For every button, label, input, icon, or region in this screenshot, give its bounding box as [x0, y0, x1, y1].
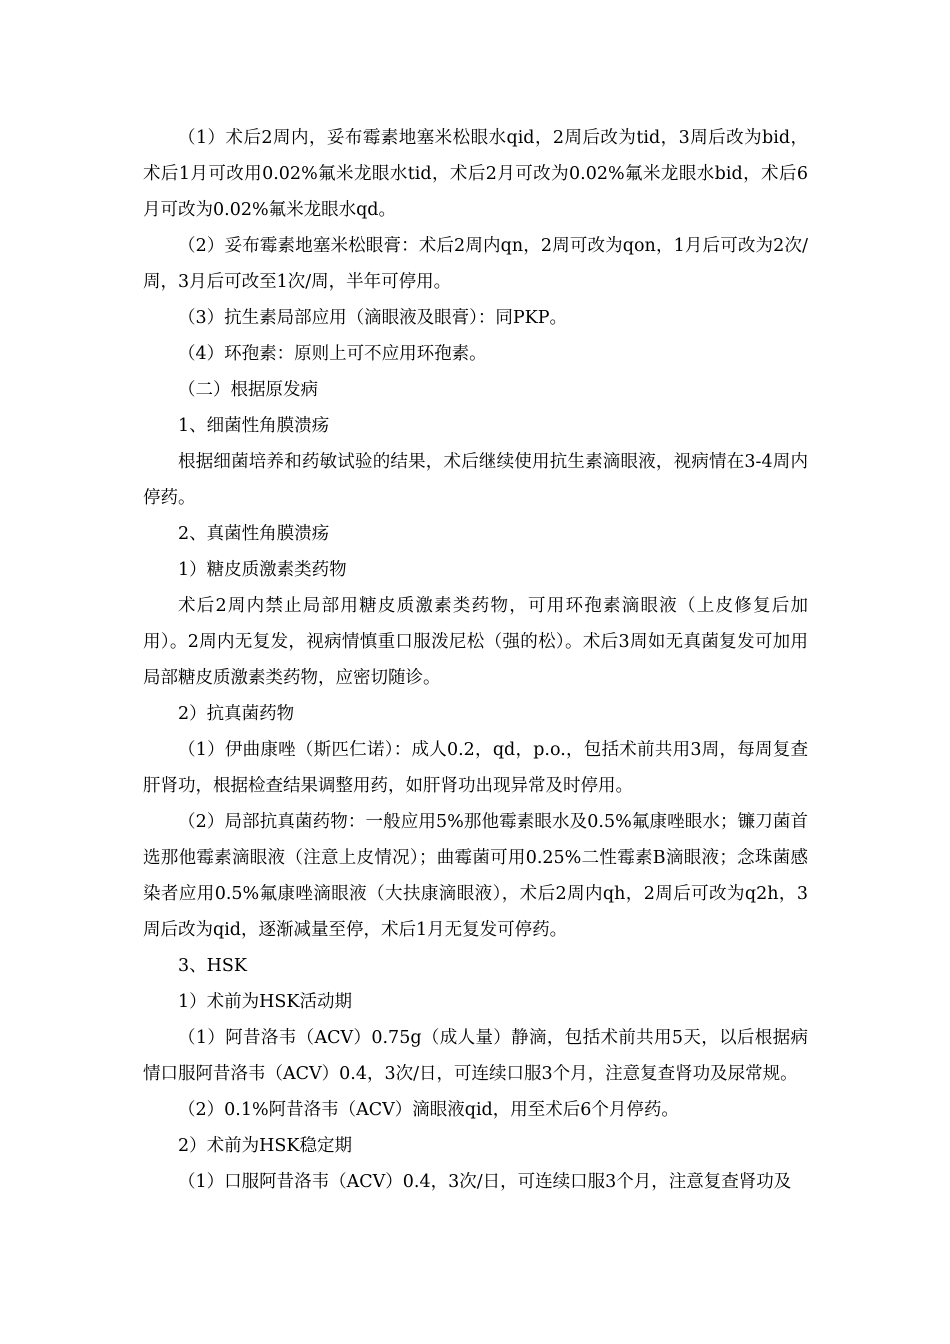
subheading-antifungal: 2）抗真菌药物	[178, 704, 295, 724]
paragraph-corticosteroids: 术后2周内禁止局部用糖皮质激素类药物，可用环孢素滴眼液（上皮修复后加用）。2周内无复发，视病情慎重口服泼尼松（强的松）。术后3周如无真菌复发可加用局部糖皮质激素类药物，应密切随诊。	[143, 596, 808, 688]
section-heading-primary-disease: （二）根据原发病	[178, 380, 318, 400]
subheading-hsk: 3、HSK	[178, 956, 247, 976]
paragraph-acv-drops: （2）0.1%阿昔洛韦（ACV）滴眼液qid，用至术后6个月停药。	[178, 1100, 679, 1120]
subheading-hsk-active: 1）术前为HSK活动期	[178, 992, 352, 1012]
paragraph-topical-antifungal: （2）局部抗真菌药物：一般应用5%那他霉素眼水及0.5%氟康唑眼水；镰刀菌首选那他霉素滴眼液（注意上皮情况）；曲霉菌可用0.25%二性霉素B滴眼液；念珠菌感染者应用0.5%氟康唑滴眼液（大扶康滴眼液），术后2周内qh，2周后可改为q2h，3周后改为qid，逐渐减量至停，术后1月无复发可停药。	[143, 812, 808, 940]
paragraph-tobramycin-drops: （1）术后2周内，妥布霉素地塞米松眼水qid，2周后改为tid，3周后改为bid，术后1月可改用0.02%氟米龙眼水tid，术后2月可改为0.02%氟米龙眼水bid，术后6月可改为0.02%氟米龙眼水qd。	[143, 128, 808, 220]
paragraph-acv-iv: （1）阿昔洛韦（ACV）0.75g（成人量）静滴，包括术前共用5天，以后根据病情口服阿昔洛韦（ACV）0.4，3次/日，可连续口服3个月，注意复查肾功及尿常规。	[143, 1028, 808, 1084]
paragraph-antibiotics: （3）抗生素局部应用（滴眼液及眼膏）：同PKP。	[178, 308, 568, 328]
subheading-fungal-ulcer: 2、真菌性角膜溃疡	[178, 524, 330, 544]
paragraph-bacterial-ulcer: 根据细菌培养和药敏试验的结果，术后继续使用抗生素滴眼液，视病情在3-4周内停药。	[143, 452, 808, 508]
paragraph-acv-oral: （1）口服阿昔洛韦（ACV）0.4，3次/日，可连续口服3个月，注意复查肾功及	[178, 1172, 792, 1192]
paragraph-tobramycin-ointment: （2）妥布霉素地塞米松眼膏：术后2周内qn，2周可改为qon，1月后可改为2次/周，3月后可改至1次/周，半年可停用。	[143, 236, 808, 292]
document-body	[143, 120, 808, 1200]
paragraph-cyclosporine: （4）环孢素：原则上可不应用环孢素。	[178, 344, 487, 364]
subheading-bacterial-ulcer: 1、细菌性角膜溃疡	[178, 416, 330, 436]
subheading-hsk-stable: 2）术前为HSK稳定期	[178, 1136, 352, 1156]
subheading-corticosteroids: 1）糖皮质激素类药物	[178, 560, 347, 580]
paragraph-itraconazole: （1）伊曲康唑（斯匹仁诺）：成人0.2，qd，p.o.，包括术前共用3周，每周复查肝肾功，根据检查结果调整用药，如肝肾功出现异常及时停用。	[143, 740, 808, 796]
